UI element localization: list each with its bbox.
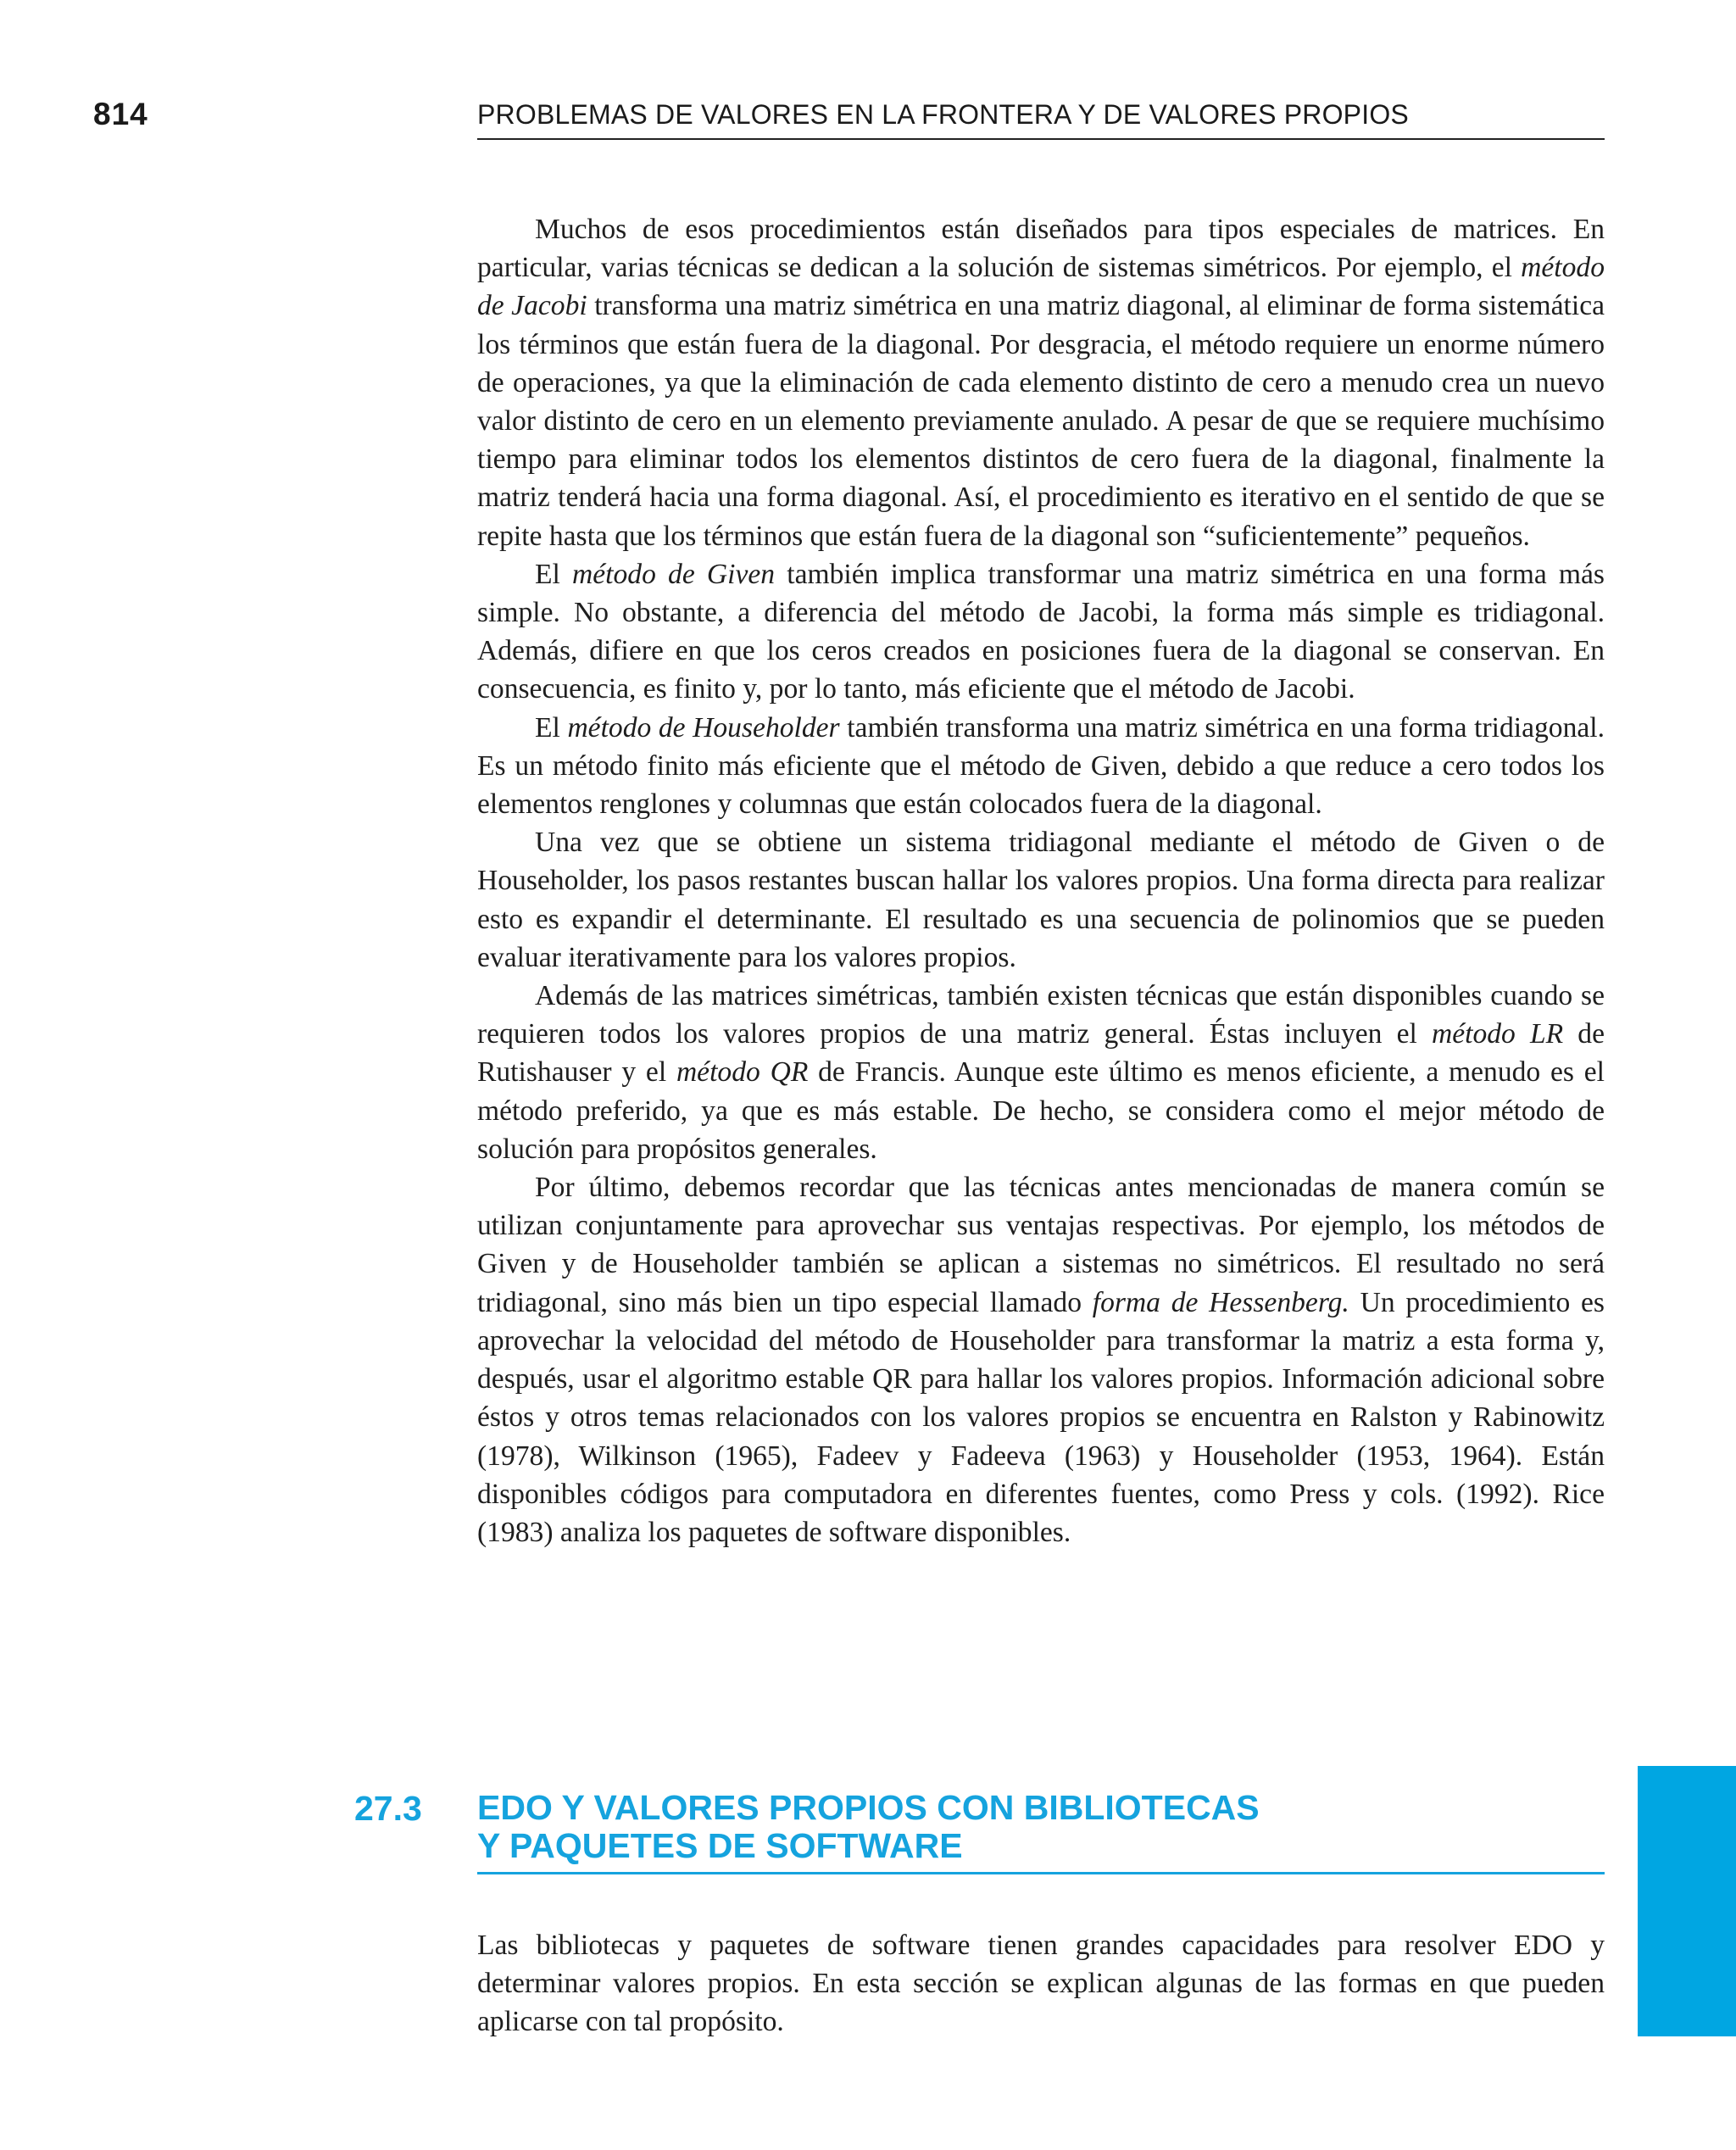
text-run: Muchos de esos procedimientos están diseñados para tipos especiales de matrices. En particular, varias técnicas se dedican a la solución de sistemas simétricos. Por ejemplo, el	[477, 214, 1605, 284]
body-text	[477, 210, 1605, 1551]
italic-term: método QR	[676, 1056, 809, 1089]
section-intro	[477, 1926, 1605, 2041]
italic-term: forma de Hessenberg.	[1092, 1286, 1349, 1318]
text-run: El	[535, 711, 568, 744]
running-title: PROBLEMAS DE VALORES EN LA FRONTERA Y DE VALORES PROPIOS	[477, 99, 1409, 130]
text-run: Además de las matrices simétricas, también existen técnicas que están disponibles cuando se requieren todos los valores propios de una matriz general. Éstas incluyen el	[477, 980, 1605, 1050]
italic-term: método de Given	[572, 558, 776, 590]
text-run: Un procedimiento es aprovechar la velocidad del método de Householder para transformar la matriz a esta forma y, después, usar el algoritmo estable QR para hallar los valores propios. Información adicional sobre éstos y otros temas relacionados con los valores propios se encuentra en Ralston y Rabinowitz (1978), Wilkinson (1965), Fadeev y Fadeeva (1963) y Householder (1953, 1964). Están disponibles códigos para computadora en diferentes fuentes, como Press y cols. (1992). Rice (1983) analiza los paquetes de software disponibles.	[477, 1286, 1605, 1548]
page-number: 814	[93, 97, 148, 131]
text-run: de Francis. Aunque este último es menos eficiente, a menudo es el método preferido, ya que es más estable. De hecho, se considera como el mejor método de solución para propósitos generales.	[477, 1056, 1605, 1165]
section-number: 27.3	[354, 1789, 422, 1828]
body-paragraph	[477, 555, 1605, 709]
header-rule	[477, 138, 1605, 140]
body-paragraph	[477, 977, 1605, 1168]
body-paragraph	[477, 709, 1605, 824]
section-rule	[477, 1872, 1605, 1874]
italic-term: método de Householder	[567, 711, 840, 744]
section-title-line-2: Y PAQUETES DE SOFTWARE	[477, 1826, 963, 1865]
text-run: de Rutishauser y el	[477, 1018, 1605, 1089]
text-run: también implica transformar una matriz simétrica en una forma más simple. No obstante, a diferencia del método de Jacobi, la forma más simple es tridiagonal. Además, difiere en que los ceros creados en posiciones fuera de la diagonal se conservan. En consecuencia, es finito y, por lo tanto, más eficiente que el método de Jacobi.	[477, 558, 1605, 705]
italic-term: método de Jacobi	[477, 252, 1605, 322]
body-paragraph	[477, 823, 1605, 977]
text-run: Por último, debemos recordar que las técnicas antes mencionadas de manera común se utilizan conjuntamente para aprovechar sus ventajas respectivas. Por ejemplo, los métodos de Given y de Householder también se aplican a sistemas no simétricos. El resultado no será tridiagonal, sino más bien un tipo especial llamado	[477, 1172, 1605, 1318]
text-run: El	[535, 558, 573, 590]
section-intro-paragraph: Las bibliotecas y paquetes de software tienen grandes capacidades para resolver EDO y determinar valores propios. En esta sección se explican algunas de las formas en que pueden aplicarse con tal propósito.	[477, 1930, 1605, 2038]
text-run: Una vez que se obtiene un sistema tridiagonal mediante el método de Given o de Householder, los pasos restantes buscan hallar los valores propios. Una forma directa para realizar esto es expandir el determinante. El resultado es una secuencia de polinomios que se pueden evaluar iterativamente para los valores propios.	[477, 827, 1605, 973]
body-paragraph	[477, 210, 1605, 555]
body-paragraph	[477, 1168, 1605, 1551]
text-run: transforma una matriz simétrica en una matriz diagonal, al eliminar de forma sistemática los términos que están fuera de la diagonal. Por desgracia, el método requiere un enorme número de operaciones, ya que la eliminación de cada elemento distinto de cero a menudo crea un nuevo valor distinto de cero en un elemento previamente anulado. A pesar de que se requiere muchísimo tiempo para eliminar todos los elementos distintos de cero fuera de la diagonal, finalmente la matriz tenderá hacia una forma diagonal. Así, el procedimiento es iterativo en el sentido de que se repite hasta que los términos que están fuera de la diagonal son “suficientemente” pequeños.	[477, 290, 1605, 552]
section-title	[477, 1789, 1410, 1865]
section-title-line-1: EDO Y VALORES PROPIOS CON BIBLIOTECAS	[477, 1788, 1260, 1827]
text-run: también transforma una matriz simétrica en una forma tridiagonal. Es un método finito más eficiente que el método de Given, debido a que reduce a cero todos los elementos renglones y columnas que están colocados fuera de la diagonal.	[477, 711, 1605, 821]
chapter-thumb-tab	[1638, 1766, 1736, 2036]
italic-term: método LR	[1431, 1018, 1564, 1050]
